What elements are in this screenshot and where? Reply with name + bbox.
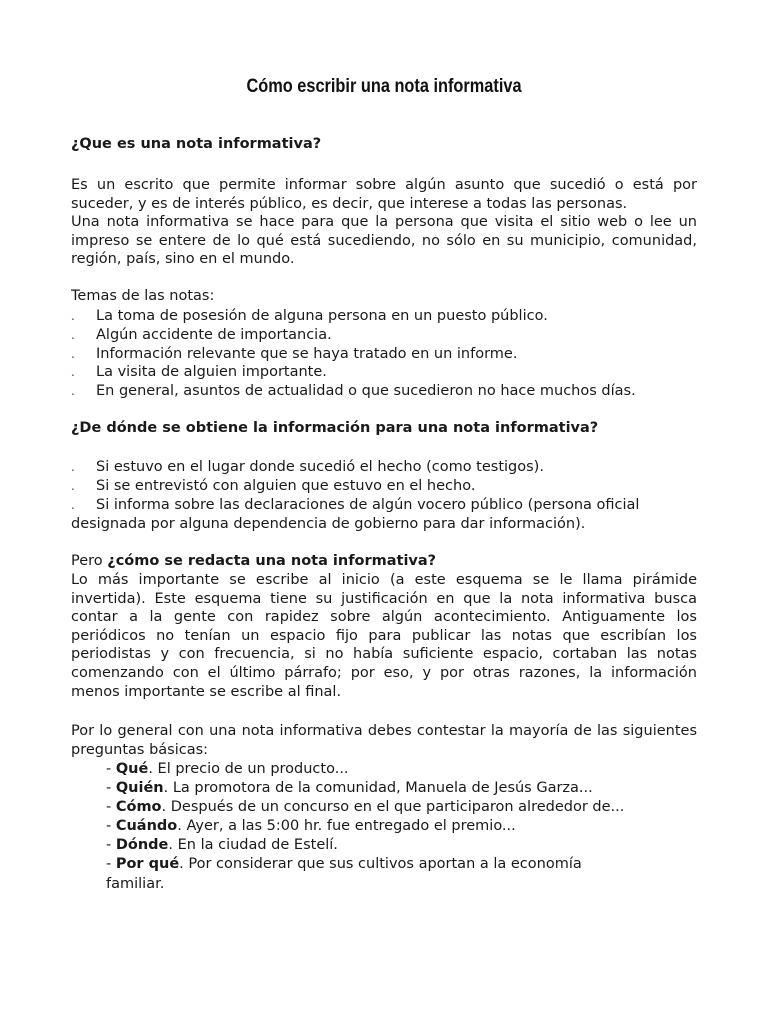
bullet-icon: . — [71, 346, 75, 361]
list-item: - Qué. El precio de un producto... — [106, 761, 349, 777]
fuentes-list — [71, 458, 711, 514]
question-bold: ¿cómo se redacta una nota informativa? — [107, 553, 437, 569]
document-title: Cómo escribir una nota informativa — [246, 76, 522, 97]
list-item-continuation: designada por alguna dependencia de gobierno para dar información). — [71, 516, 586, 532]
paragraph-piramide-invertida: Lo más importante se escribe al inicio (a este esquema se le llama pirámide invertida). Este esquema tiene su justificación en que la nota informativa busca contar a la gente con rapidez sobre algún acontecimiento. Antiguamente los periódicos no tenían un espacio fijo para publicar las notas que escribían los periodistas y con frecuencia, si no había suficiente espacio, cortaban las notas comenzando con el último párrafo; por eso, y por otras razones, la información menos importante se escribe al final. — [71, 572, 697, 700]
paragraph-definicion: Es un escrito que permite informar sobre algún asunto que sucedió o está por suceder, y es de interés público, es decir, que interese a todas las personas. — [71, 177, 697, 212]
list-item: . Si informa sobre las declaraciones de algún vocero público (persona oficial — [71, 496, 640, 513]
subheading-como-se-redacta: Pero ¿cómo se redacta una nota informativa? — [71, 553, 437, 569]
bullet-icon: . — [71, 460, 75, 474]
bullet-icon: . — [71, 327, 75, 342]
bullet-icon: . — [71, 497, 75, 512]
temas-list — [71, 307, 711, 401]
paragraph-preguntas-basicas: Por lo general con una nota informativa debes contestar la mayoría de las siguientes preguntas básicas: — [71, 723, 697, 758]
list-item: . En general, asuntos de actualidad o que sucedieron no hace muchos días. — [71, 383, 636, 400]
preguntas-list — [106, 760, 666, 894]
bullet-icon: . — [71, 365, 75, 380]
list-item: - Cómo. Después de un concurso en el que participaron alrededor de... — [106, 799, 625, 816]
list-item: . Información relevante que se haya tratado en un informe. — [71, 345, 518, 362]
list-item: . Si estuvo en el lugar donde sucedió el hecho (como testigos). — [71, 459, 544, 475]
list-item: . Si se entrevistó con alguien que estuvo en el hecho. — [71, 477, 476, 494]
bullet-icon: . — [71, 384, 75, 399]
list-item: . La visita de alguien importante. — [71, 364, 327, 381]
bullet-icon: . — [71, 309, 75, 323]
list-item: . La toma de posesión de alguna persona en un puesto público. — [71, 308, 548, 324]
list-item: . Algún accidente de importancia. — [71, 326, 332, 343]
bullet-icon: . — [71, 478, 75, 493]
list-item: - Dónde. En la ciudad de Estelí. — [106, 837, 338, 854]
section-heading-que-es: ¿Que es una nota informativa? — [71, 136, 322, 152]
temas-label: Temas de las notas: — [71, 288, 215, 304]
paragraph-proposito: Una nota informativa se hace para que la persona que visita el sitio web o lee un impreso se entere de lo qué está sucediendo, no sólo en su municipio, comunidad, región, país, sino en el mundo. — [71, 214, 697, 268]
list-item: - Cuándo. Ayer, a las 5:00 hr. fue entregado el premio... — [106, 818, 516, 835]
list-item: - Por qué. Por considerar que sus cultivos aportan a la economía familiar. — [106, 856, 582, 892]
list-item: - Quién. La promotora de la comunidad, Manuela de Jesús Garza... — [106, 780, 593, 797]
section-heading-de-donde: ¿De dónde se obtiene la información para una nota informativa? — [71, 420, 599, 436]
